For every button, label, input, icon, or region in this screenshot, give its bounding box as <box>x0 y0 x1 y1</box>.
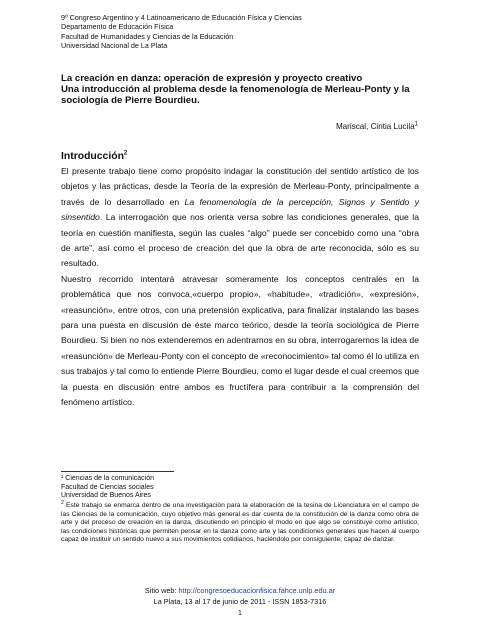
footnote-1-line-3: Universidad de Buenos Aires <box>61 492 151 500</box>
title-line-3: sociología de Pierre Bourdieu. <box>61 95 200 107</box>
section-heading <box>61 151 127 162</box>
author-footnote-mark: 1 <box>414 121 418 128</box>
paragraph-1-book-titles: La fenomenología de la percepción, Signos y Sentido y sinsentido <box>61 196 419 223</box>
paragraph-2: Nuestro recorrido intentará atravesar someramente los conceptos centrales en la problemática que nos convoca,«cuerpo propio», «habitude», «tradición», «expresión», «reasunción», entre otros, con una pretensión explicativa, para finalizar instalando las bases para una puesta en discusión de éste marco teórico, desde la teoría sociológica de Pierre Bourdieu. Si bien no nos extenderemos en adentrarnos en su obra, interrogaremos la idea de «reasunción» de Merleau-Ponty con el concepto de «reconocimiento» tal como él lo utiliza en sus trabajos y tal como lo entiende Pierre Bourdieu, como el lugar desde el cual creemos que la puesta en discusión entre ambos es fructífera para contribuir a la comprensión del fenómeno artístico. <box>61 273 419 408</box>
footer-site-label: Sitio web: <box>144 586 179 595</box>
footnote-2 <box>61 499 419 545</box>
footer-site-link[interactable]: http://congresoeducacionfisica.fahce.unlp.edu.ar <box>178 586 336 595</box>
paragraph-1 <box>61 164 419 272</box>
footnote-2-mark: 2 <box>61 499 64 506</box>
footnote-separator <box>61 471 174 472</box>
footnote-1-line-2: Facultad de Ciencias sociales <box>61 483 154 491</box>
footnote-1 <box>61 475 154 501</box>
paper-title <box>61 73 441 107</box>
page-footer <box>0 586 480 607</box>
author-line <box>336 122 418 131</box>
header-line-university: Universidad Nacional de La Plata <box>61 40 168 50</box>
footnote-1-line-1: ¹ Ciencias de la comunicación <box>61 475 154 482</box>
title-line-1: La creación en danza: operación de expresión y proyecto creativo <box>61 73 363 84</box>
section-footnote-mark: 2 <box>123 150 128 157</box>
header-line-department: Departamento de Educación Física <box>61 22 174 32</box>
paragraph-1-part-b: . La interrogación que nos orienta versa sobre las condiciones generales, que la teoría en cuestión manifiesta, según las cuales “algo” puede ser concebido como una “obra de arte”, así como el proceso de creación del que la obra de arte reconocida, sólo es su resultado. <box>61 212 419 269</box>
paragraph-1-part-a: El presente trabajo tiene como propósito indagar la constitución del sentido artístico de los objetos y las prácticas, desde la Teoría de la expresión de Merleau-Ponty, principalmente a través de lo desarrollado en <box>61 166 419 207</box>
section-heading-text: Introducción <box>61 151 124 162</box>
body-text <box>61 164 419 411</box>
title-line-2: Una introducción al problema desde la fenomenología de Merleau-Ponty y la <box>61 84 410 96</box>
header-line-faculty: Facultad de Humanidades y Ciencias de la Educación <box>61 31 234 41</box>
author-name: Mariscal, Cintia Lucila <box>335 122 415 131</box>
header-line-congress: 9º Congreso Argentino y 4 Latinoamericano de Educación Física y Ciencias <box>61 13 302 22</box>
footer-site-line <box>0 586 480 597</box>
footnote-2-text: Este trabajo se enmarca dentro de una investigación para la elaboración de la tesina de Licenciatura en el campo de las Ciencias de la comunicación, cuyo objetivo más general es dar cuenta de la constitución de la danza como obra de arte y del proceso de creación en la danza, discutiendo en principio el modo en que algo se constituye como artístico, las condiciones históricas que permiten pensar en la danza como arte y las condiciones generales que hacen al cuerpo capaz de instituir un sentido nuevo a sus movimientos cotidianos, haciéndolo por consiguiente, capaz de danzar. <box>61 502 419 544</box>
footer-issn-line: La Plata, 13 al 17 de junio de 2011 - ISSN 1853-7316 <box>153 596 327 606</box>
congress-header <box>61 13 441 50</box>
page-number: 1 <box>238 610 242 617</box>
